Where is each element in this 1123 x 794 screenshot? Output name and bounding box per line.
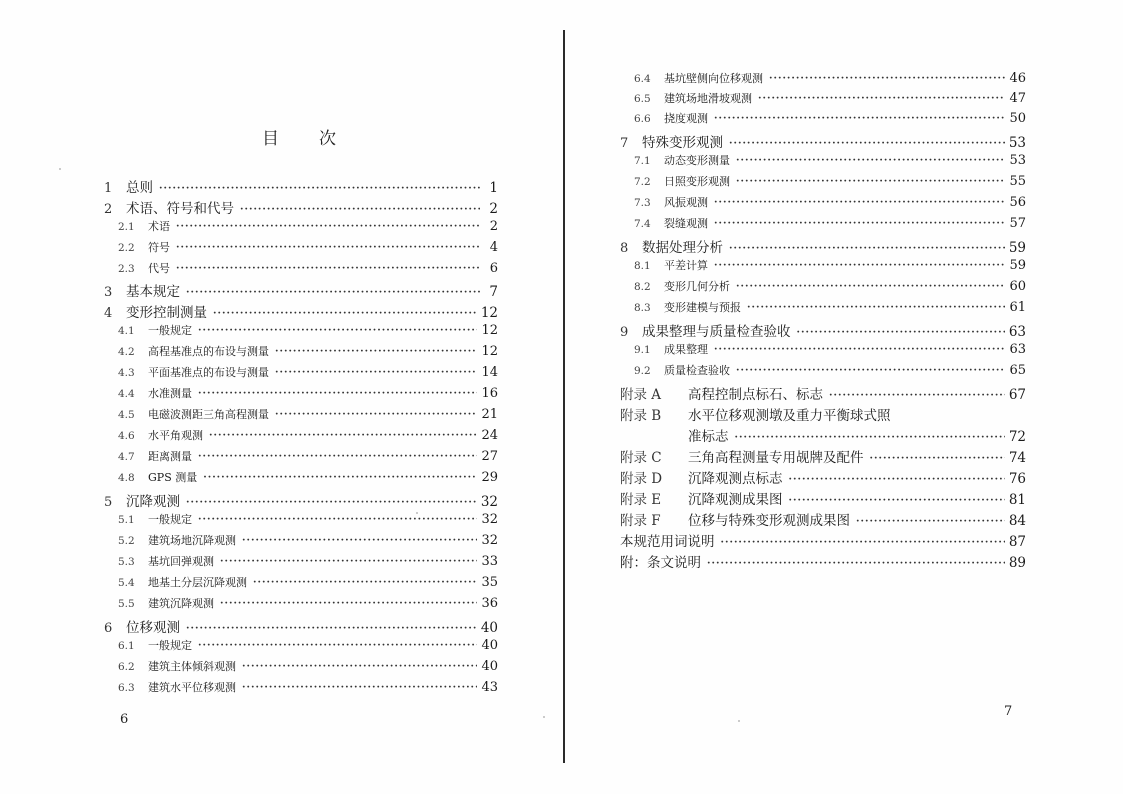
dot-leader: [736, 281, 1005, 292]
toc-entry-number: 2.1: [118, 221, 135, 233]
toc-entry: [104, 280, 498, 300]
toc-entry: [620, 488, 1026, 508]
dot-leader: [213, 308, 477, 319]
toc-entry-title: 基坑回弹观测: [148, 555, 214, 568]
toc-entry-page: 6: [489, 261, 498, 276]
toc-entry: [620, 467, 1026, 487]
toc-entry-page: 56: [1009, 195, 1026, 210]
toc-entry: [104, 574, 498, 594]
paper-speck: [416, 512, 418, 514]
toc-entry-title: 数据处理分析: [642, 240, 723, 256]
toc-entry-number: 4: [104, 306, 113, 321]
dot-leader: [275, 346, 477, 357]
toc-entry-number: 附录 A: [620, 387, 662, 403]
toc-title: 目次: [262, 129, 376, 149]
toc-entry: [620, 551, 1026, 571]
toc-entry-number: 5.2: [118, 535, 135, 547]
toc-entry-title: 成果整理: [664, 343, 708, 356]
dot-leader: [729, 243, 1005, 254]
toc-entry-page: 81: [1008, 492, 1026, 508]
toc-entry-title: 高程基准点的布设与测量: [148, 345, 269, 358]
toc-entry: [104, 532, 498, 552]
toc-entry-number: 4.7: [118, 451, 135, 463]
dot-leader: [736, 365, 1005, 376]
toc-entry: [104, 679, 498, 699]
toc-entry-page: 33: [481, 554, 498, 569]
toc-entry-page: 32: [480, 494, 498, 510]
toc-entry-page: 53: [1008, 135, 1026, 151]
book-spine-divider: [563, 30, 565, 763]
dot-leader: [209, 430, 477, 441]
toc-entry-title: 术语、符号和代号: [126, 201, 234, 217]
toc-entry: [104, 448, 498, 468]
toc-entry-page: 76: [1008, 471, 1026, 487]
toc-entry-number: 4.2: [118, 346, 135, 358]
toc-entry-number: 5.1: [118, 514, 135, 526]
toc-entry-number: 4.8: [118, 472, 135, 484]
toc-entry: [620, 425, 1026, 445]
toc-entry: [104, 239, 498, 259]
toc-entry-title: 一般规定: [148, 324, 192, 337]
toc-entry: [104, 385, 498, 405]
dot-leader: [198, 388, 477, 399]
dot-leader: [198, 640, 477, 651]
toc-entry: [620, 131, 1026, 151]
toc-entry-page: 60: [1009, 279, 1026, 294]
toc-entry-title: 术语: [148, 220, 170, 233]
toc-entry-title: 位移观测: [126, 620, 180, 636]
toc-entry-number: 附录 B: [620, 408, 662, 424]
toc-entry-number: 9: [620, 325, 629, 340]
toc-entry-title: 变形几何分析: [664, 280, 730, 293]
toc-entry-number: 5.3: [118, 556, 135, 568]
toc-entry-number: 附录 E: [620, 492, 662, 508]
toc-entry-number: 8.2: [634, 281, 651, 293]
toc-entry-number: 6.6: [634, 113, 651, 125]
dot-leader: [736, 155, 1005, 166]
toc-entry-title: 建筑水平位移观测: [148, 681, 236, 694]
toc-entry-title: 电磁波测距三角高程测量: [148, 408, 269, 421]
toc-entry-page: 46: [1009, 71, 1026, 86]
toc-entry-title: 地基土分层沉降观测: [148, 576, 247, 589]
dot-leader: [242, 682, 477, 693]
toc-entry: [620, 278, 1026, 298]
toc-entry-number: 6.1: [118, 640, 135, 652]
toc-entry-title: 准标志: [688, 429, 729, 445]
dot-leader: [714, 113, 1005, 124]
toc-entry-title: 一般规定: [148, 513, 192, 526]
toc-entry-page: 1: [489, 180, 498, 196]
toc-entry-title: 位移与特殊变形观测成果图: [688, 513, 850, 529]
dot-leader: [789, 495, 1005, 506]
toc-entry-title: 一般规定: [148, 639, 192, 652]
toc-entry-title: 沉降观测: [126, 494, 180, 510]
dot-leader: [736, 176, 1005, 187]
toc-entry-page: 89: [1008, 555, 1026, 571]
toc-entry-page: 74: [1008, 450, 1026, 466]
toc-entry-title: 建筑场地滑坡观测: [664, 92, 752, 105]
toc-entry-title: 基本规定: [126, 284, 180, 300]
dot-leader: [159, 183, 480, 194]
toc-entry-page: 32: [481, 512, 498, 527]
toc-entry-page: 67: [1008, 387, 1026, 403]
toc-entry-title: 风振观测: [664, 196, 708, 209]
toc-entry-page: 40: [481, 659, 498, 674]
toc-entry-title: 本规范用词说明: [620, 534, 715, 550]
page-number-right: 7: [1004, 704, 1013, 719]
toc-entry-page: 2: [489, 201, 498, 217]
toc-entry-number: 7.2: [634, 176, 651, 188]
toc-entry-page: 63: [1009, 342, 1026, 357]
toc-entry-number: 9.1: [634, 344, 651, 356]
dot-leader: [176, 221, 480, 232]
toc-entry-title: 质量检查验收: [664, 364, 730, 377]
toc-entry-number: 2.2: [118, 242, 135, 254]
toc-entry-title: 水平位移观测墩及重力平衡球式照: [688, 408, 891, 424]
toc-entry: [620, 194, 1026, 214]
toc-entry-page: 12: [481, 323, 498, 338]
toc-entry: [104, 427, 498, 447]
dot-leader: [186, 497, 477, 508]
toc-entry: [620, 152, 1026, 172]
toc-entry-number: 9.2: [634, 365, 651, 377]
toc-entry: [104, 553, 498, 573]
toc-entry-page: 59: [1008, 240, 1026, 256]
toc-entry-number: 8.3: [634, 302, 651, 314]
toc-entry-title: 建筑沉降观测: [148, 597, 214, 610]
dot-leader: [176, 263, 480, 274]
dot-leader: [220, 556, 477, 567]
toc-entry: [620, 70, 1026, 90]
toc-entry-page: 2: [489, 219, 498, 234]
dot-leader: [198, 451, 477, 462]
dot-leader: [714, 344, 1005, 355]
toc-entry-title: 建筑主体倾斜观测: [148, 660, 236, 673]
toc-entry-title: 附：条文说明: [620, 555, 701, 571]
paper-speck: [738, 720, 740, 722]
toc-entry-title: 成果整理与质量检查验收: [642, 324, 791, 340]
toc-entry-number: 6.5: [634, 93, 651, 105]
toc-entry-number: 8: [620, 241, 629, 256]
toc-entry-title: 日照变形观测: [664, 175, 730, 188]
toc-entry-number: 2.3: [118, 263, 135, 275]
dot-leader: [203, 472, 477, 483]
toc-entry: [620, 446, 1026, 466]
dot-leader: [789, 474, 1005, 485]
toc-entry-page: 27: [481, 449, 498, 464]
paper-speck: [59, 168, 61, 170]
toc-entry-title: 符号: [148, 241, 170, 254]
toc-entry-number: 7.4: [634, 218, 651, 230]
toc-entry: [104, 406, 498, 426]
toc-entry-number: 附录 F: [620, 513, 661, 529]
toc-entry-title: 三角高程测量专用觇牌及配件: [688, 450, 864, 466]
toc-entry-page: 32: [481, 533, 498, 548]
dot-leader: [242, 535, 477, 546]
toc-entry: [620, 299, 1026, 319]
toc-entry: [104, 364, 498, 384]
dot-leader: [275, 367, 477, 378]
toc-entry-page: 47: [1009, 91, 1026, 106]
dot-leader: [870, 453, 1005, 464]
toc-entry: [104, 322, 498, 342]
dot-leader: [198, 325, 477, 336]
toc-entry-number: 附录 D: [620, 471, 663, 487]
toc-entry-title: 挠度观测: [664, 112, 708, 125]
toc-entry-page: 50: [1009, 111, 1026, 126]
toc-entry-page: 35: [481, 575, 498, 590]
toc-entry-page: 57: [1009, 216, 1026, 231]
dot-leader: [186, 287, 480, 298]
toc-entry-page: 40: [480, 620, 498, 636]
toc-entry-number: 1: [104, 181, 113, 196]
toc-entry: [620, 341, 1026, 361]
toc-entry-page: 7: [489, 284, 498, 300]
dot-leader: [714, 260, 1005, 271]
toc-entry: [620, 110, 1026, 130]
toc-entry-number: 4.3: [118, 367, 135, 379]
toc-entry-number: 5.5: [118, 598, 135, 610]
toc-entry: [104, 176, 498, 196]
toc-entry-title: 动态变形测量: [664, 154, 730, 167]
toc-entry-number: 6.4: [634, 73, 651, 85]
toc-entry: [104, 658, 498, 678]
toc-entry: [104, 197, 498, 217]
toc-entry-number: 3: [104, 285, 113, 300]
dot-leader: [856, 516, 1005, 527]
dot-leader: [797, 327, 1005, 338]
toc-entry: [620, 90, 1026, 110]
toc-entry-page: 43: [481, 680, 498, 695]
toc-entry-page: 65: [1009, 363, 1026, 378]
toc-entry: [620, 509, 1026, 529]
toc-entry-number: 4.6: [118, 430, 135, 442]
toc-entry-page: 21: [481, 407, 498, 422]
toc-entry-title: 平面基准点的布设与测量: [148, 366, 269, 379]
toc-entry-number: 2: [104, 202, 113, 217]
dot-leader: [735, 432, 1005, 443]
paper-speck: [543, 716, 545, 718]
dot-leader: [275, 409, 477, 420]
toc-entry-number: 7: [620, 136, 629, 151]
toc-entry: [104, 343, 498, 363]
toc-entry-title: 代号: [148, 262, 170, 275]
toc-entry-title: 沉降观测成果图: [688, 492, 783, 508]
toc-entry: [104, 595, 498, 615]
toc-entry: [104, 637, 498, 657]
toc-entry: [620, 404, 1026, 424]
toc-entry: [620, 383, 1026, 403]
toc-entry-title: 裂缝观测: [664, 217, 708, 230]
toc-entry-title: 建筑场地沉降观测: [148, 534, 236, 547]
dot-leader: [253, 577, 477, 588]
dot-leader: [240, 204, 480, 215]
toc-entry-title: 基坑壁侧向位移观测: [664, 72, 763, 85]
toc-entry-page: 72: [1008, 429, 1026, 445]
toc-entry-page: 53: [1009, 153, 1026, 168]
toc-entry-number: 7.1: [634, 155, 651, 167]
toc-entry-title: 距离测量: [148, 450, 192, 463]
dot-leader: [220, 598, 477, 609]
toc-entry: [620, 530, 1026, 550]
toc-entry: [620, 320, 1026, 340]
toc-entry-page: 63: [1008, 324, 1026, 340]
toc-entry: [104, 218, 498, 238]
toc-entry-title: 高程控制点标石、标志: [688, 387, 823, 403]
toc-entry-number: 附录 C: [620, 450, 662, 466]
dot-leader: [714, 218, 1005, 229]
dot-leader: [729, 138, 1005, 149]
dot-leader: [186, 623, 477, 634]
toc-entry-page: 59: [1009, 258, 1026, 273]
toc-entry-title: 平差计算: [664, 259, 708, 272]
toc-entry-number: 8.1: [634, 260, 651, 272]
toc-entry: [104, 616, 498, 636]
toc-entry-number: 5.4: [118, 577, 135, 589]
toc-entry-page: 14: [481, 365, 498, 380]
toc-entry-number: 4.1: [118, 325, 135, 337]
toc-entry-number: 4.5: [118, 409, 135, 421]
toc-entry-page: 12: [480, 305, 498, 321]
toc-entry-title: 变形控制测量: [126, 305, 207, 321]
toc-entry-title: 变形建模与预报: [664, 301, 741, 314]
toc-entry-number: 6.3: [118, 682, 135, 694]
toc-entry-number: 5: [104, 495, 113, 510]
toc-entry-title: 特殊变形观测: [642, 135, 723, 151]
dot-leader: [769, 73, 1005, 84]
toc-entry-title: 水准测量: [148, 387, 192, 400]
toc-entry: [620, 215, 1026, 235]
dot-leader: [829, 390, 1005, 401]
toc-entry-page: 36: [481, 596, 498, 611]
toc-entry-title: 沉降观测点标志: [688, 471, 783, 487]
toc-entry-page: 84: [1008, 513, 1026, 529]
dot-leader: [714, 197, 1005, 208]
toc-entry: [104, 490, 498, 510]
toc-entry-page: 40: [481, 638, 498, 653]
toc-entry: [620, 173, 1026, 193]
page-number-left: 6: [120, 712, 129, 727]
toc-entry-number: 6.2: [118, 661, 135, 673]
toc-entry-title: GPS 测量: [148, 471, 198, 484]
toc-entry-page: 87: [1008, 534, 1026, 550]
toc-entry-page: 12: [481, 344, 498, 359]
toc-entry: [104, 260, 498, 280]
toc-entry-title: 水平角观测: [148, 429, 203, 442]
dot-leader: [747, 302, 1005, 313]
toc-entry: [104, 301, 498, 321]
toc-entry-number: 4.4: [118, 388, 135, 400]
toc-entry: [620, 257, 1026, 277]
toc-entry-number: 6: [104, 621, 113, 636]
toc-entry-page: 61: [1009, 300, 1026, 315]
toc-entry-page: 29: [481, 470, 498, 485]
toc-entry-number: 7.3: [634, 197, 651, 209]
toc-entry: [620, 236, 1026, 256]
dot-leader: [707, 558, 1005, 569]
toc-entry-page: 24: [481, 428, 498, 443]
toc-entry-page: 16: [481, 386, 498, 401]
dot-leader: [198, 514, 477, 525]
toc-entry-title: 总则: [126, 180, 153, 196]
dot-leader: [721, 537, 1005, 548]
toc-entry-page: 55: [1009, 174, 1026, 189]
dot-leader: [176, 242, 480, 253]
toc-entry: [620, 362, 1026, 382]
toc-entry-page: 4: [489, 240, 498, 255]
toc-entry: [104, 511, 498, 531]
dot-leader: [758, 93, 1005, 104]
dot-leader: [242, 661, 477, 672]
toc-entry: [104, 469, 498, 489]
